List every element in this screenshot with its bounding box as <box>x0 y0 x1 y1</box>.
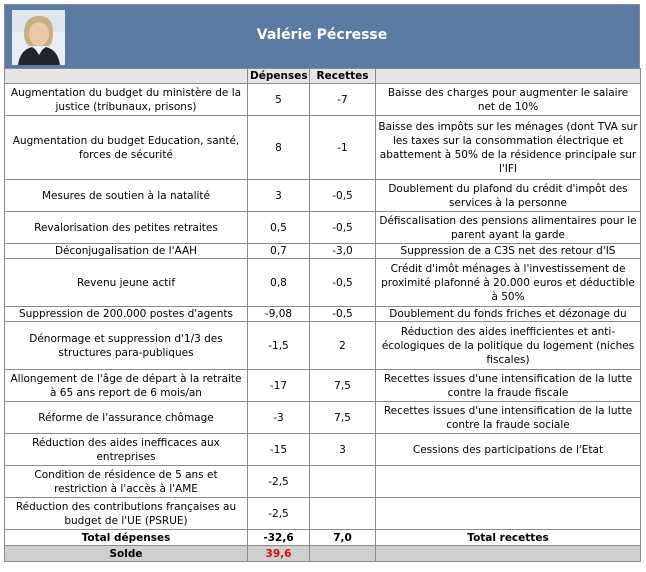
table-row <box>5 180 641 212</box>
expense-measure: Suppression de 200.000 postes d'agents <box>5 307 248 322</box>
revenue-measure <box>376 498 641 530</box>
revenue-value: -3,0 <box>310 244 376 259</box>
revenue-value: -0,5 <box>310 212 376 244</box>
table-row <box>5 402 641 434</box>
expense-value: -3 <box>248 402 310 434</box>
table-row <box>5 322 641 370</box>
revenue-value <box>310 498 376 530</box>
revenue-value: 2 <box>310 322 376 370</box>
column-header-row <box>5 69 641 84</box>
table-row <box>5 498 641 530</box>
table-row <box>5 259 641 307</box>
column-header-empty-left <box>5 69 248 84</box>
revenue-measure: Recettes issues d'une intensification de la lutte contre la fraude fiscale <box>376 370 641 402</box>
total-revenues-value: 7,0 <box>310 530 376 546</box>
expense-value: 0,5 <box>248 212 310 244</box>
revenue-value: -0,5 <box>310 307 376 322</box>
revenue-value <box>310 466 376 498</box>
total-expenses-label: Total dépenses <box>5 530 248 546</box>
expense-value: -2,5 <box>248 466 310 498</box>
balance-empty-cell <box>310 546 376 562</box>
revenue-measure: Doublement du plafond du crédit d'impôt des services à la personne <box>376 180 641 212</box>
budget-table-frame <box>4 4 640 562</box>
expense-value: -15 <box>248 434 310 466</box>
expense-measure: Revenu jeune actif <box>5 259 248 307</box>
budget-table <box>4 68 641 562</box>
expense-value: 3 <box>248 180 310 212</box>
expense-value: 0,8 <box>248 259 310 307</box>
page-title: Valérie Pécresse <box>256 27 388 43</box>
expense-measure: Réduction des aides inefficaces aux entreprises <box>5 434 248 466</box>
expense-measure: Augmentation du budget du ministère de la justice (tribunaux, prisons) <box>5 84 248 116</box>
revenue-measure: Défiscalisation des pensions alimentaires pour le parent ayant la garde <box>376 212 641 244</box>
revenue-measure: Suppression de a C3S net des retour d'IS <box>376 244 641 259</box>
column-header-depenses: Dépenses <box>248 69 310 84</box>
expense-measure: Réforme de l'assurance chômage <box>5 402 248 434</box>
expense-value: -9,08 <box>248 307 310 322</box>
expense-measure: Mesures de soutien à la natalité <box>5 180 248 212</box>
table-row <box>5 307 641 322</box>
total-revenues-label: Total recettes <box>376 530 641 546</box>
table-row <box>5 434 641 466</box>
expense-value: 8 <box>248 116 310 180</box>
revenue-value: 7,5 <box>310 370 376 402</box>
revenue-measure: Doublement du fonds friches et dézonage du <box>376 307 641 322</box>
revenue-measure <box>376 466 641 498</box>
balance-label: Solde <box>5 546 248 562</box>
balance-value: 39,6 <box>248 546 310 562</box>
column-header-empty-right <box>376 69 641 84</box>
table-row <box>5 84 641 116</box>
table-row <box>5 370 641 402</box>
expense-value: -1,5 <box>248 322 310 370</box>
expense-measure: Allongement de l'âge de départ à la retraite à 65 ans report de 6 mois/an <box>5 370 248 402</box>
revenue-value: -0,5 <box>310 180 376 212</box>
revenue-measure: Cessions des participations de l'Etat <box>376 434 641 466</box>
totals-row <box>5 530 641 546</box>
table-row <box>5 244 641 259</box>
balance-row <box>5 546 641 562</box>
table-row <box>5 466 641 498</box>
revenue-measure: Baisse des impôts sur les ménages (dont TVA sur les taxes sur la consommation électrique et abattement à 50% de la résidence principale sur l'IFI <box>376 116 641 180</box>
revenue-value: -7 <box>310 84 376 116</box>
expense-measure: Réduction des contributions françaises au budget de l'UE (PSRUE) <box>5 498 248 530</box>
revenue-measure: Crédit d'imôt ménages à l'investissement de proximité plafonné à 20.000 euros et déductible à 50% <box>376 259 641 307</box>
expense-value: 0,7 <box>248 244 310 259</box>
revenue-value: 7,5 <box>310 402 376 434</box>
revenue-measure: Baisse des charges pour augmenter le salaire net de 10% <box>376 84 641 116</box>
table-row <box>5 212 641 244</box>
revenue-measure: Recettes issues d'une intensification de la lutte contre la fraude sociale <box>376 402 641 434</box>
expense-measure: Augmentation du budget Education, santé, forces de sécurité <box>5 116 248 180</box>
table-row <box>5 116 641 180</box>
revenue-value: -0,5 <box>310 259 376 307</box>
expense-value: -2,5 <box>248 498 310 530</box>
revenue-value: -1 <box>310 116 376 180</box>
expense-value: 5 <box>248 84 310 116</box>
expense-value: -17 <box>248 370 310 402</box>
expense-measure: Revalorisation des petites retraites <box>5 212 248 244</box>
table-header <box>4 4 640 68</box>
column-header-recettes: Recettes <box>310 69 376 84</box>
revenue-measure: Réduction des aides inefficientes et anti-écologiques de la politique du logement (niches fiscales) <box>376 322 641 370</box>
expense-measure: Condition de résidence de 5 ans et restriction à l'accès à l'AME <box>5 466 248 498</box>
balance-empty-cell-right <box>376 546 641 562</box>
total-expenses-value: -32,6 <box>248 530 310 546</box>
revenue-value: 3 <box>310 434 376 466</box>
expense-measure: Déconjugalisation de l'AAH <box>5 244 248 259</box>
expense-measure: Dénormage et suppression d'1/3 des structures para-publiques <box>5 322 248 370</box>
